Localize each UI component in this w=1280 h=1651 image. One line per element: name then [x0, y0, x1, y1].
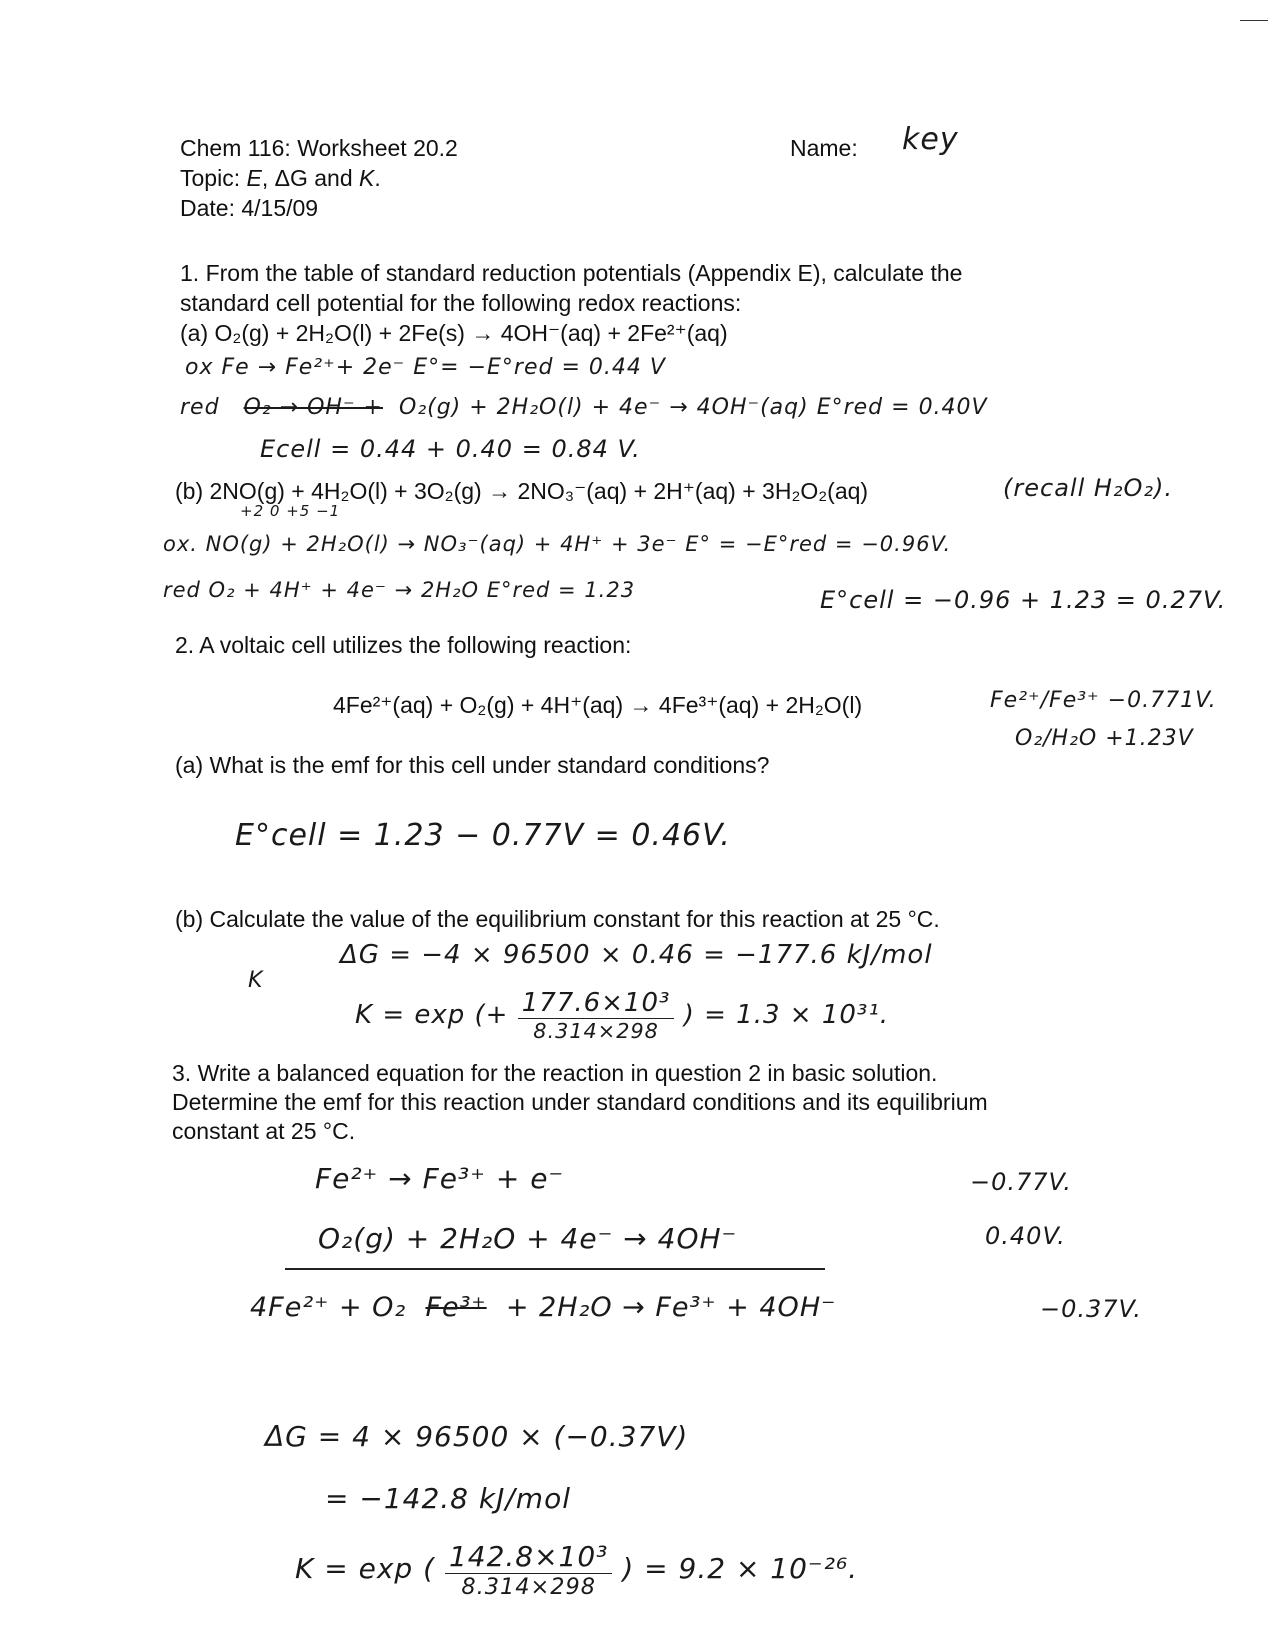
struck-text: O₂ → OH⁻ + [243, 395, 383, 420]
q1b-ecell: E°cell = −0.96 + 1.23 = 0.27V. [820, 586, 1227, 614]
q1b-equation: (b) 2NO(g) + 4H₂O(l) + 3O₂(g) → 2NO₃⁻(aq) + 2H⁺(aq) + 3H₂O₂(aq) [175, 478, 869, 504]
date-line: Date: 4/15/09 [180, 195, 319, 221]
q2b-delta-g: ΔG = −4 × 96500 × 0.46 = −177.6 kJ/mol [340, 940, 933, 970]
name-value: key [902, 122, 959, 157]
q3-net-potential: −0.37V. [1040, 1295, 1142, 1323]
topic-line: Topic: E, ΔG and K. [180, 165, 381, 191]
q3-text-line2: Determine the emf for this reaction under standard conditions and its equilibrium [172, 1089, 988, 1115]
q3-reduction-potential: 0.40V. [985, 1222, 1066, 1250]
q3-oxidation: Fe²⁺ → Fe³⁺ + e⁻ [315, 1162, 565, 1195]
q2a-answer: E°cell = 1.23 − 0.77V = 0.46V. [235, 818, 731, 853]
q2b-label: K [248, 968, 264, 993]
q1a-ecell: Ecell = 0.44 + 0.40 = 0.84 V. [260, 435, 641, 463]
q1-text-line1: 1. From the table of standard reduction potentials (Appendix E), calculate the [180, 260, 963, 286]
q1a-reduction: red O₂ → OH⁻ + O₂(g) + 2H₂O(l) + 4e⁻ → 4OH⁻(aq) E°red = 0.40V [180, 395, 988, 420]
q1a-oxidation: ox Fe → Fe²⁺+ 2e⁻ E°= −E°red = 0.44 V [185, 355, 666, 380]
q2-potential-note-2: O₂/H₂O +1.23V [1015, 726, 1194, 751]
q2b-question: (b) Calculate the value of the equilibrium constant for this reaction at 25 °C. [175, 906, 940, 932]
q1-text-line2: standard cell potential for the following redox reactions: [180, 290, 742, 316]
q1b-recall-note: (recall H₂O₂). [1003, 474, 1174, 502]
q1b-oxidation-states: +2 0 +5 −1 [240, 502, 341, 520]
q2a-question: (a) What is the emf for this cell under standard conditions? [175, 752, 770, 778]
q3-text-line3: constant at 25 °C. [172, 1118, 356, 1144]
q3-k-expression: K = exp ( $\frac{\text{142.8×10³}}{8.314\times 298}$ ) = 9.2 × 10⁻²⁶. [295, 1540, 859, 1600]
corner-mark [1240, 20, 1268, 21]
q2-equation: 4Fe²⁺(aq) + O₂(g) + 4H⁺(aq) → 4Fe³⁺(aq) + 2H₂O(l) [333, 692, 863, 718]
q1b-oxidation: ox. NO(g) + 2H₂O(l) → NO₃⁻(aq) + 4H⁺ + 3e⁻ E° = −E°red = −0.96V. [163, 532, 952, 556]
q2-potential-note-1: Fe²⁺/Fe³⁺ −0.771V. [990, 688, 1217, 713]
q3-net-reaction: 4Fe²⁺ + O₂ Fe³⁺ + 2H₂O → Fe³⁺ + 4OH⁻ [250, 1292, 837, 1323]
q2-intro: 2. A voltaic cell utilizes the following reaction: [175, 632, 632, 658]
q3-text-line1: 3. Write a balanced equation for the reaction in question 2 in basic solution. [172, 1060, 938, 1086]
q3-delta-g: ΔG = 4 × 96500 × (−0.37V) [265, 1420, 689, 1453]
q3-delta-g-result: = −142.8 kJ/mol [325, 1482, 571, 1515]
worksheet-title: Chem 116: Worksheet 20.2 [180, 135, 458, 161]
q3-reduction: O₂(g) + 2H₂O + 4e⁻ → 4OH⁻ [318, 1222, 738, 1255]
fraction: $\frac{\text{177.6×10³}}{8.314\times 298}$ [518, 988, 675, 1043]
sum-rule [285, 1268, 825, 1270]
q3-oxidation-potential: −0.77V. [970, 1168, 1072, 1196]
fraction: $\frac{\text{142.8×10³}}{8.314\times 298}$ [445, 1540, 612, 1600]
struck-text: Fe³⁺ [425, 1292, 487, 1323]
q1b-reduction: red O₂ + 4H⁺ + 4e⁻ → 2H₂O E°red = 1.23 [163, 578, 636, 602]
name-label: Name: [790, 135, 858, 161]
q1a-equation: (a) O₂(g) + 2H₂O(l) + 2Fe(s) → 4OH⁻(aq) + 2Fe²⁺(aq) [180, 320, 728, 346]
q2b-k-expression: K = exp (+ $\frac{\text{177.6×10³}}{8.314\times 298}$ ) = 1.3 × 10³¹. [355, 988, 890, 1043]
